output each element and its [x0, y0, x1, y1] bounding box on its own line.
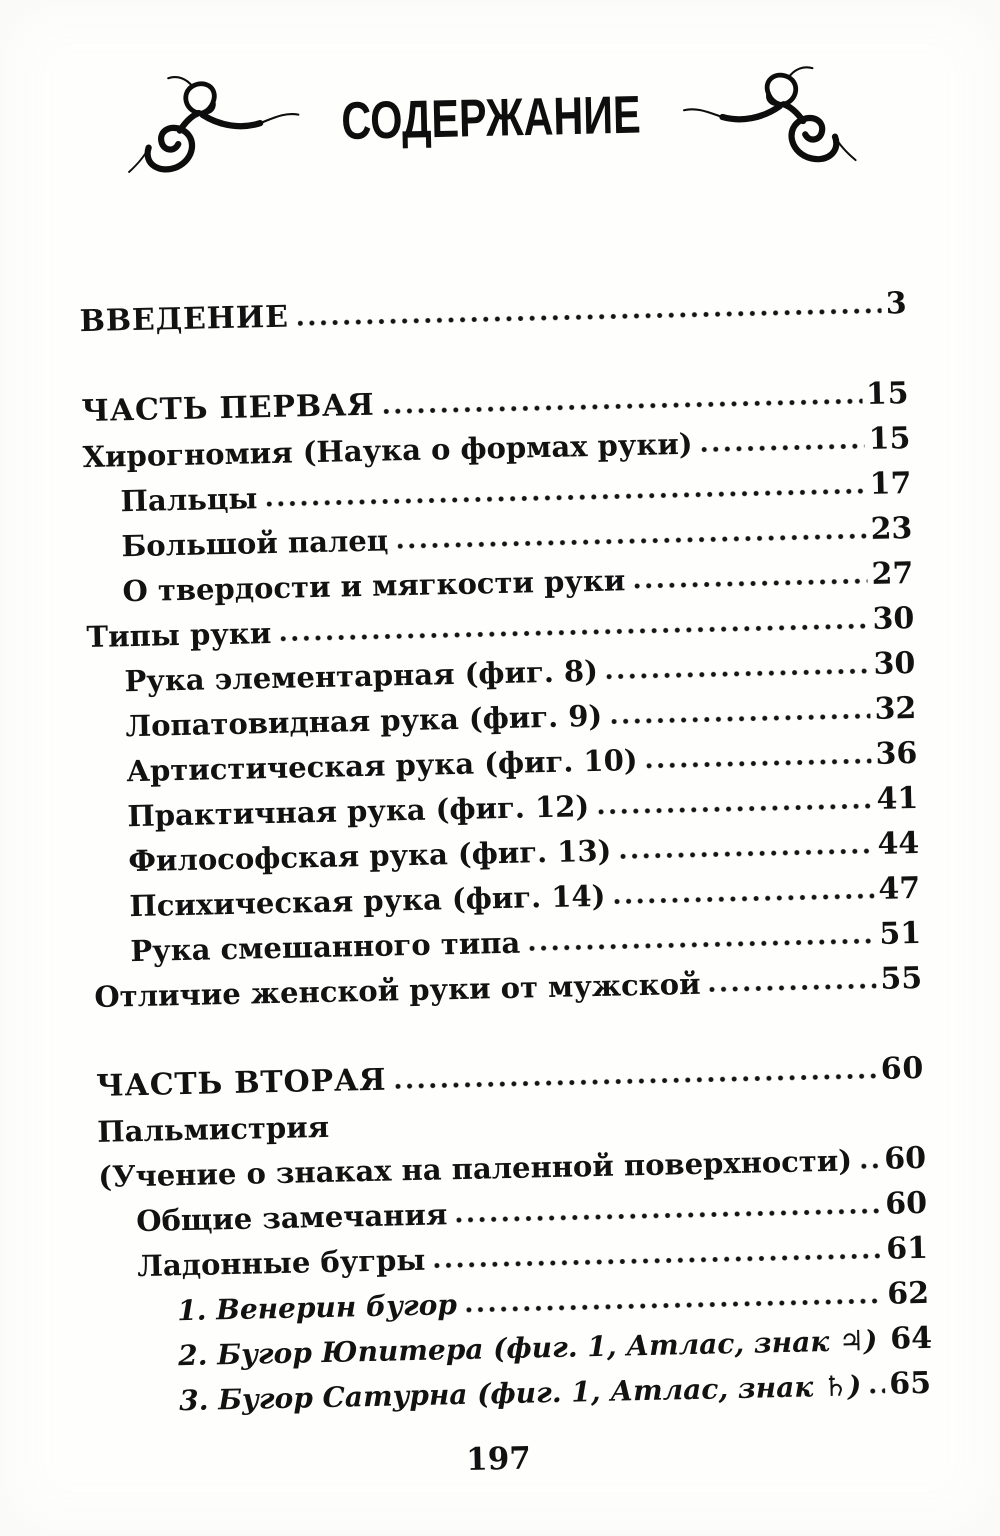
toc-entry-label: Рука элементарная (фиг. 8): [124, 653, 599, 698]
dot-leader: [870, 1388, 885, 1394]
toc-entry-label: Общие замечания: [135, 1197, 448, 1238]
toc-entry-label: Большой палец: [121, 523, 389, 563]
toc-entry-label: ВВЕДЕНИЕ: [79, 299, 290, 339]
toc-entry-label: Пальмистрия: [96, 1109, 330, 1149]
toc-entry-page: 60: [884, 1185, 928, 1222]
dot-leader: [620, 848, 873, 860]
toc-list: [79, 275, 931, 1418]
toc-entry-label: Типы руки: [86, 615, 272, 654]
dot-leader: [861, 1163, 880, 1169]
toc-entry-label: Лопатовидная рука (фиг. 9): [125, 698, 603, 743]
dot-leader: [611, 713, 871, 725]
toc-entry-label: Артистическая рука (фиг. 10): [126, 742, 638, 788]
toc-entry-page: 47: [878, 870, 921, 907]
dot-leader: [434, 1253, 882, 1269]
toc-entry-page: 61: [885, 1230, 929, 1267]
toc-entry-page: 60: [883, 1140, 927, 1177]
toc-entry-label: ЧАСТЬ ПЕРВАЯ: [81, 387, 375, 429]
flourish-right-icon: [679, 56, 863, 168]
toc-entry-label: ЧАСТЬ ВТОРАЯ: [95, 1062, 387, 1104]
dot-leader: [466, 1298, 884, 1313]
toc-entry-page: 27: [871, 555, 914, 592]
toc-entry-page: 23: [870, 510, 913, 547]
toc-entry-page: 65: [888, 1365, 932, 1402]
toc-entry-label: Хирогномия (Наука о формах руки): [82, 426, 693, 474]
toc-entry-label: Рука смешанного типа: [130, 925, 521, 968]
dot-leader: [529, 938, 875, 952]
toc-entry-page: 15: [865, 375, 910, 412]
toc-entry-label: О твердости и мягкости руки: [122, 562, 626, 608]
toc-entry-page: 62: [886, 1275, 930, 1312]
toc-entry-label: 1. Венерин бугор: [176, 1287, 458, 1327]
toc-entry-page: 32: [874, 690, 917, 727]
dot-leader: [298, 308, 882, 327]
toc-entry-page: 3: [885, 285, 908, 322]
toc-entry-label: Пальцы: [120, 480, 258, 518]
dot-leader: [456, 1208, 881, 1223]
toc-entry-page: 51: [879, 915, 922, 952]
toc-entry-page: 55: [880, 960, 923, 997]
toc-entry-page: 44: [877, 825, 920, 862]
toc-entry-label: Философская рука (фиг. 13): [128, 833, 612, 878]
toc-header: [0, 51, 992, 185]
dot-leader: [710, 983, 877, 993]
toc-entry-page: 30: [873, 645, 916, 682]
page-footer: [0, 1430, 999, 1488]
toc-entry-page: 60: [880, 1050, 925, 1087]
toc-entry-label: Практичная рука (фиг. 12): [127, 788, 590, 833]
dot-leader: [598, 803, 873, 815]
toc-entry-page: 36: [875, 735, 918, 772]
toc-entry-label: Психическая рука (фиг. 14): [129, 878, 606, 923]
flourish-left-icon: [120, 68, 304, 180]
page-number: 197: [465, 1440, 532, 1478]
toc-entry: [79, 275, 908, 338]
toc-entry-label: 2. Бугор Юпитера (фиг. 1, Атлас, знак ♃): [177, 1323, 878, 1372]
dot-leader: [702, 443, 865, 453]
dot-leader: [614, 893, 874, 905]
toc-entry-label: (Учение о знаках на паленной поверхности): [97, 1143, 853, 1194]
page-title: СОДЕРЖАНИЕ: [341, 84, 642, 151]
toc-entry-page: 30: [872, 600, 915, 637]
toc-entry-label: Отличие женской руки от мужской: [93, 966, 701, 1014]
toc-entry-page: 17: [869, 465, 912, 502]
dot-leader: [647, 758, 872, 769]
toc-entry-label: 3. Бугор Сатурна (фиг. 1, Атлас, знак ♄): [178, 1369, 862, 1417]
toc-entry-page: 15: [868, 420, 911, 457]
toc-entry-label: Ладонные бугры: [136, 1242, 426, 1283]
dot-leader: [634, 578, 867, 589]
dot-leader: [607, 668, 870, 680]
toc-entry-page: 64: [889, 1320, 933, 1357]
toc-entry-page: 41: [876, 780, 919, 817]
